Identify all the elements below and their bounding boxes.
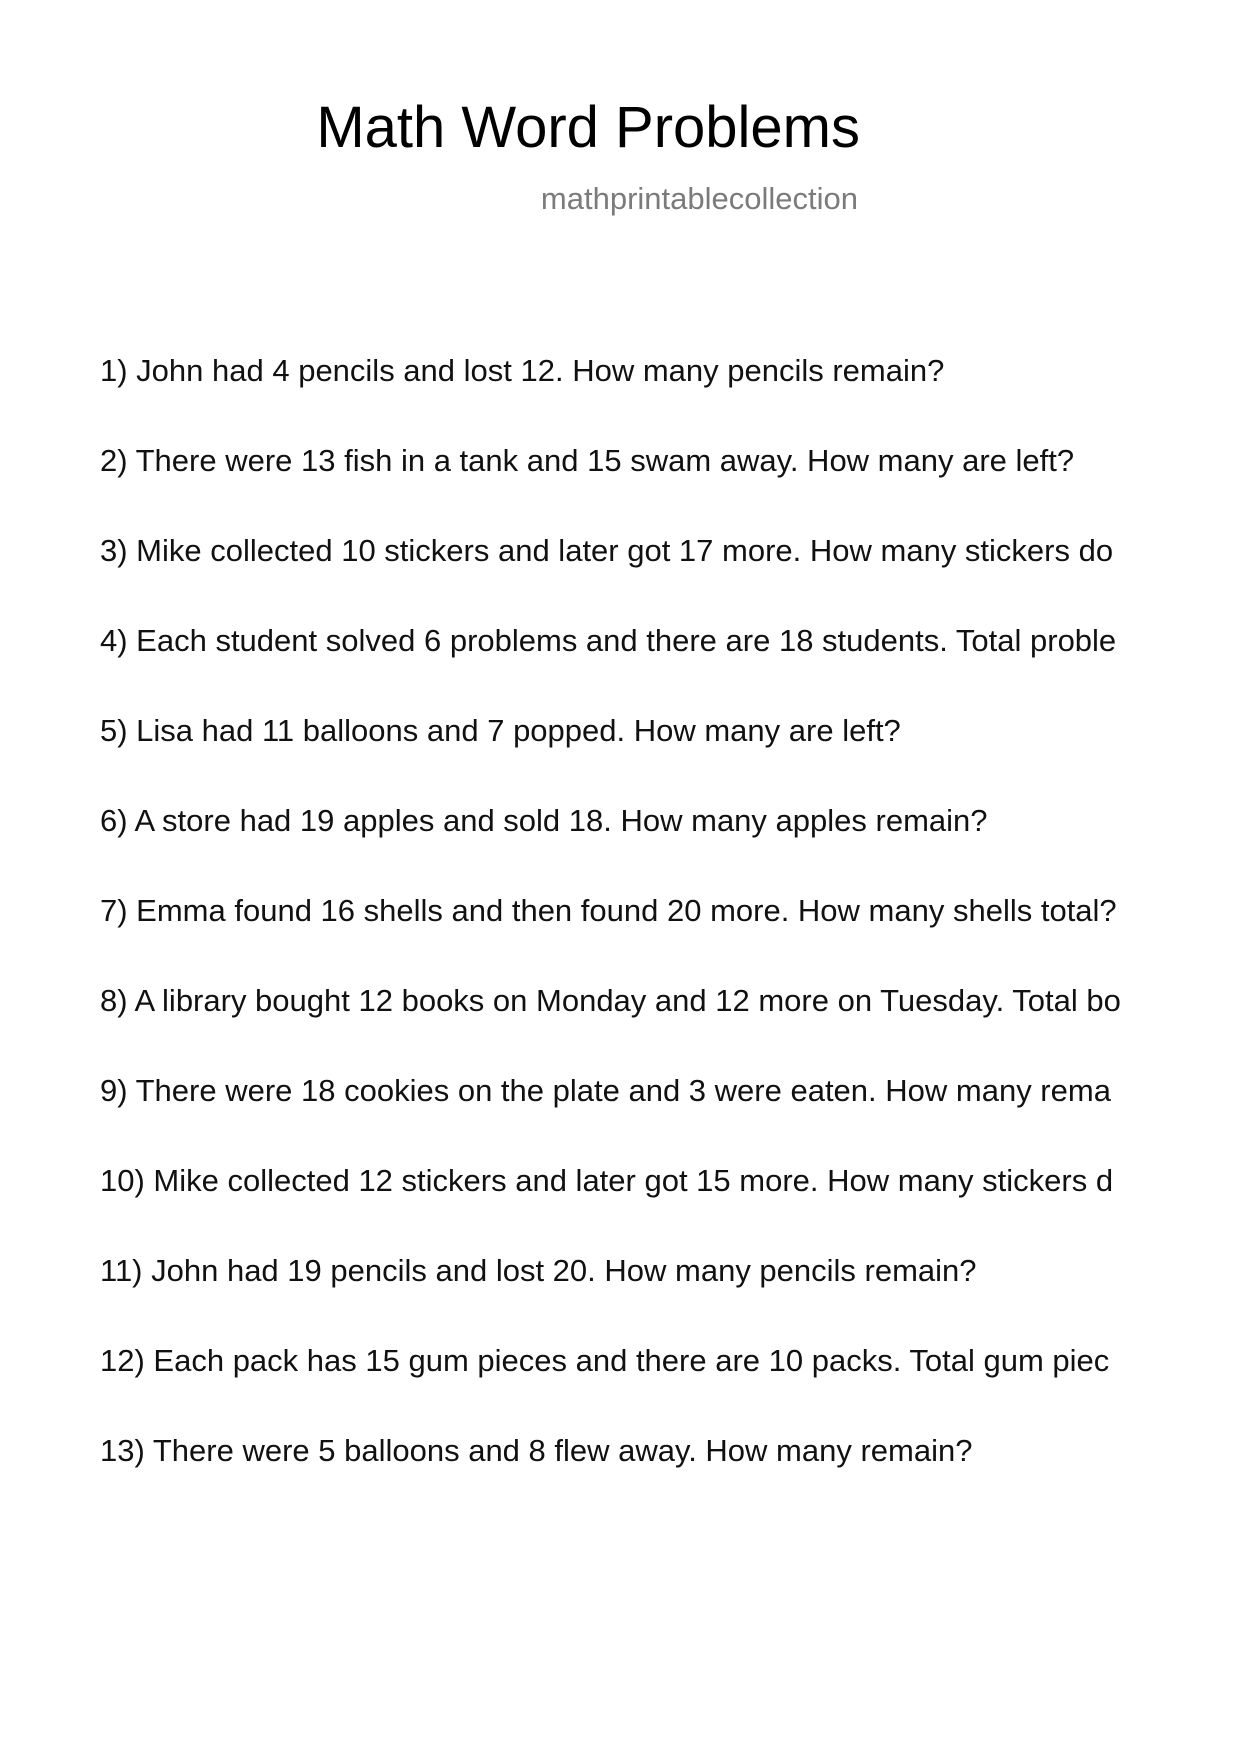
problem-6: 6) A store had 19 apples and sold 18. How many apples remain? xyxy=(100,803,988,838)
problem-13: 13) There were 5 balloons and 8 flew away. How many remain? xyxy=(100,1433,973,1468)
problem-4: 4) Each student solved 6 problems and there are 18 students. Total proble xyxy=(100,623,1117,658)
page-subtitle: mathprintablecollection xyxy=(540,181,858,216)
problem-11: 11) John had 19 pencils and lost 20. How many pencils remain? xyxy=(100,1253,977,1288)
problem-8: 8) A library bought 12 books on Monday and 12 more on Tuesday. Total bo xyxy=(100,983,1121,1018)
problem-9: 9) There were 18 cookies on the plate and 3 were eaten. How many rema xyxy=(100,1073,1111,1108)
problem-12: 12) Each pack has 15 gum pieces and there are 10 packs. Total gum piec xyxy=(100,1343,1110,1378)
problem-10: 10) Mike collected 12 stickers and later got 15 more. How many stickers d xyxy=(100,1163,1114,1198)
page-title: Math Word Problems xyxy=(316,95,860,160)
problem-7: 7) Emma found 16 shells and then found 20 more. How many shells total? xyxy=(100,893,1117,928)
problem-list xyxy=(100,348,1240,1518)
problem-3: 3) Mike collected 10 stickers and later got 17 more. How many stickers do xyxy=(100,533,1114,568)
problem-5: 5) Lisa had 11 balloons and 7 popped. How many are left? xyxy=(100,713,901,748)
problem-2: 2) There were 13 fish in a tank and 15 swam away. How many are left? xyxy=(100,443,1075,478)
problem-1: 1) John had 4 pencils and lost 12. How many pencils remain? xyxy=(100,353,945,388)
